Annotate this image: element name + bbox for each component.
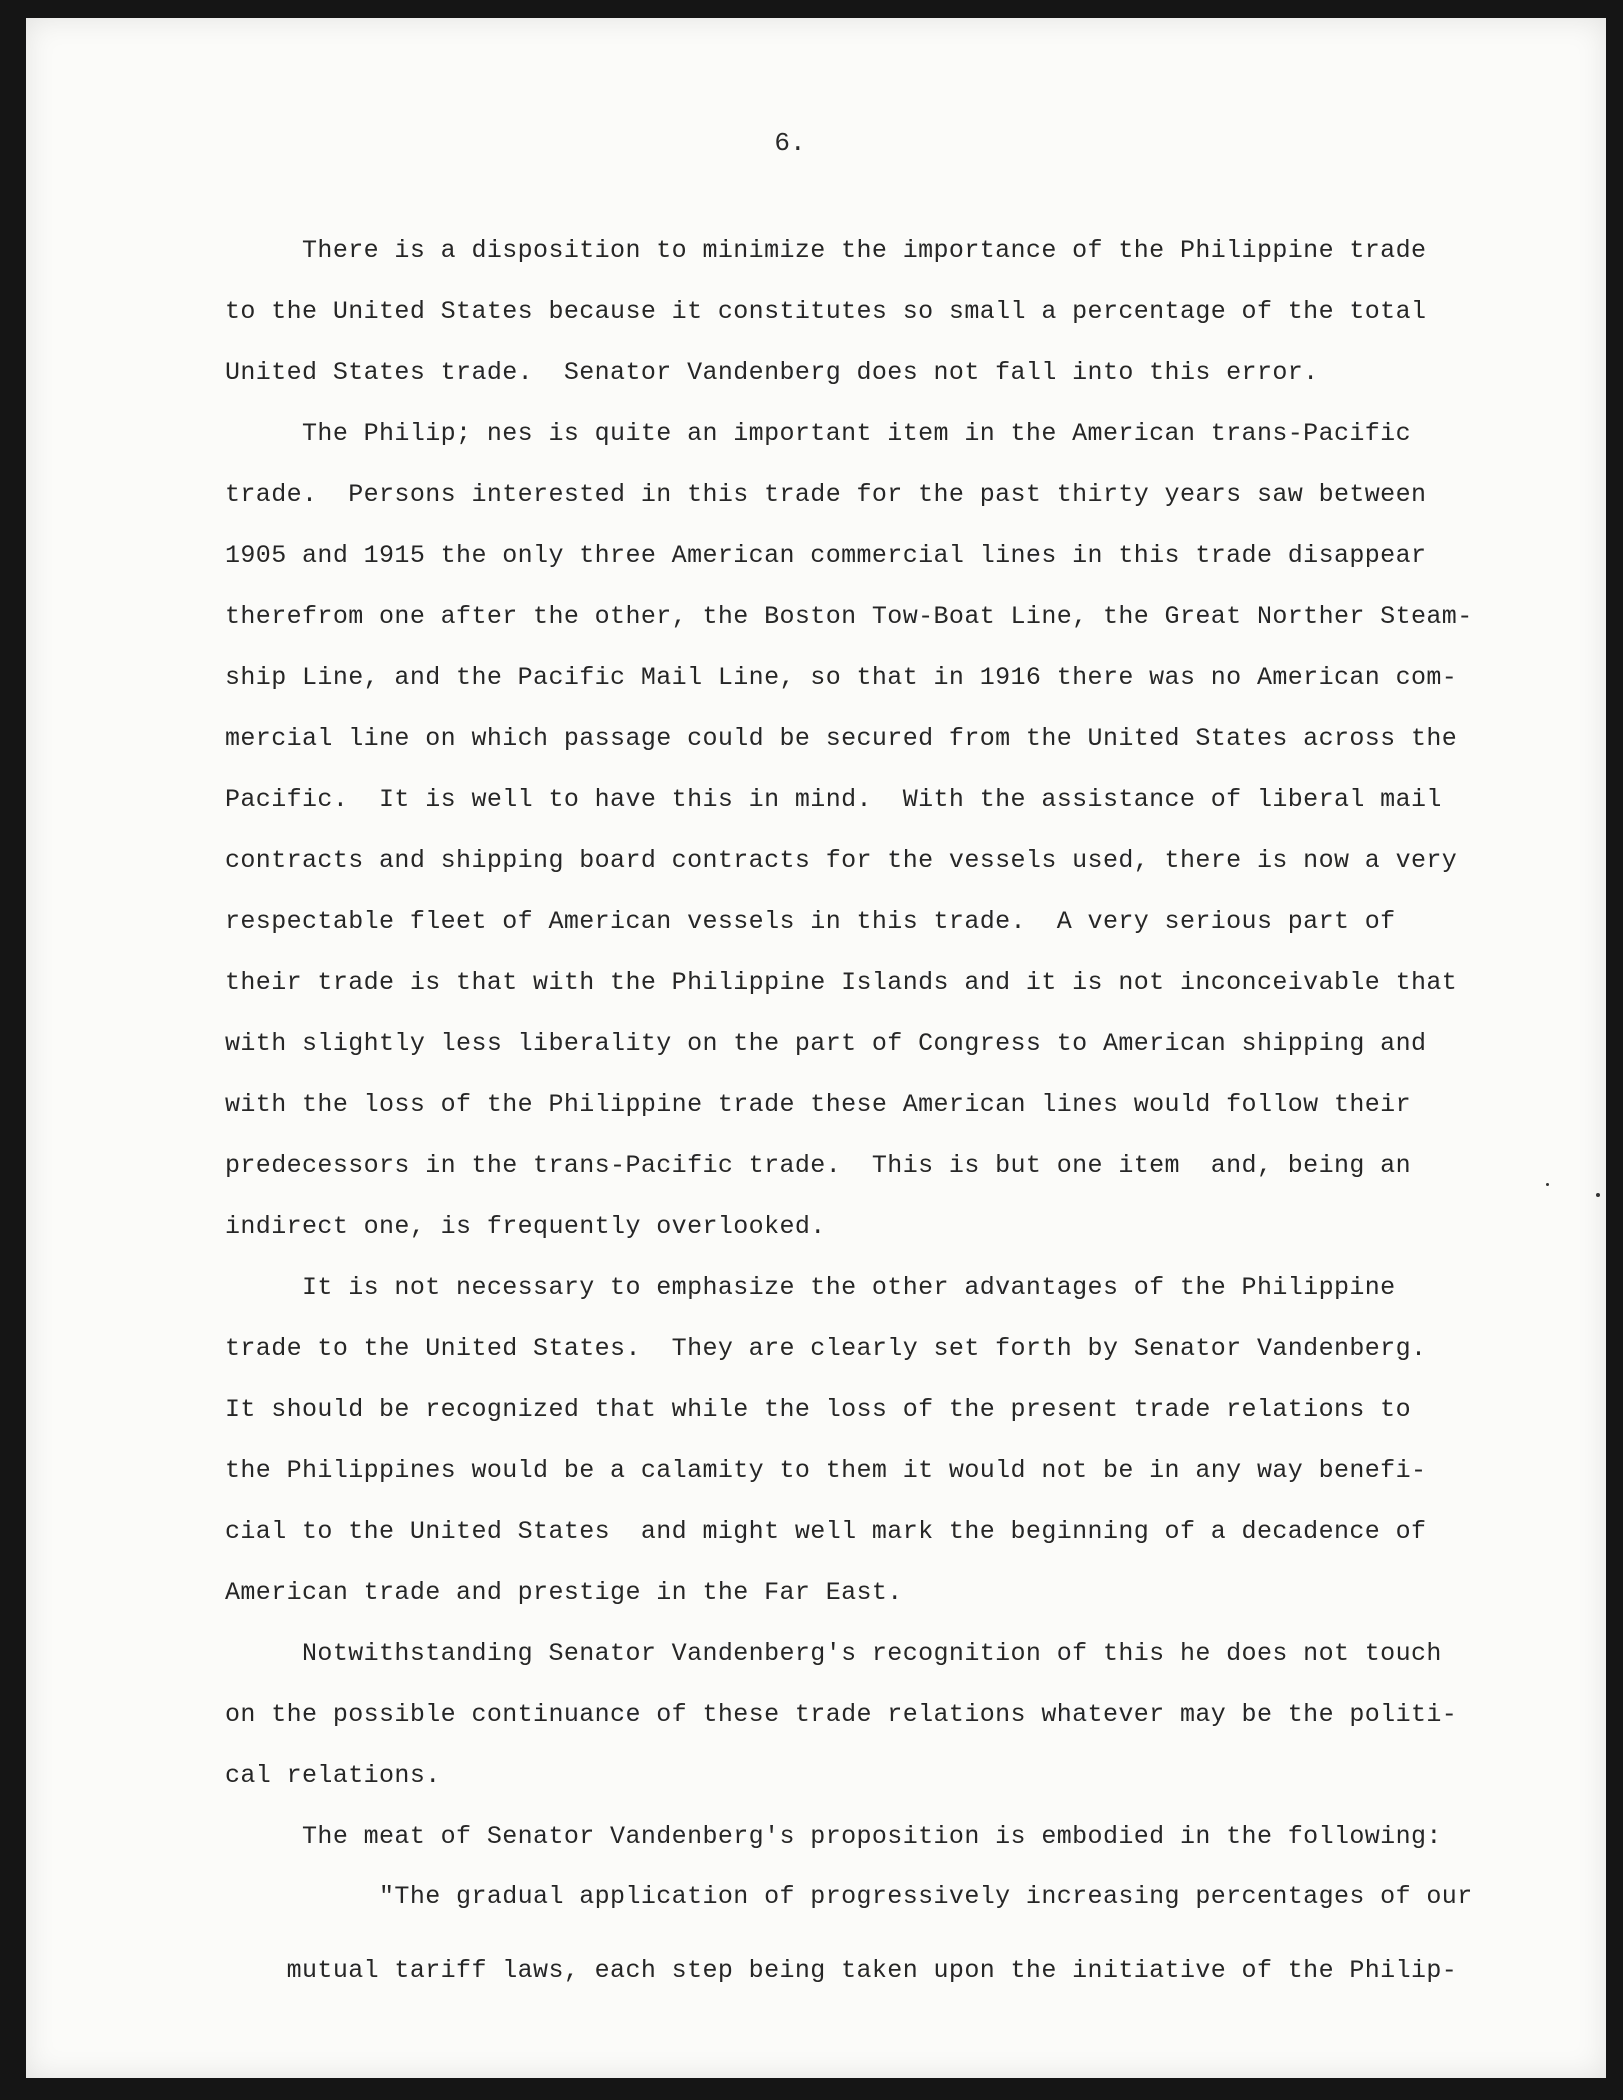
text-line: ship Line, and the Pacific Mail Line, so that in 1916 there was no American com- <box>225 663 1458 692</box>
scan-speck <box>1546 1183 1549 1186</box>
text-line: indirect one, is frequently overlooked. <box>225 1212 826 1241</box>
text-line: American trade and prestige in the Far East. <box>225 1578 903 1607</box>
text-line: There is a disposition to minimize the importance of the Philippine trade <box>225 236 1427 265</box>
text-line: the Philippines would be a calamity to them it would not be in any way benefi- <box>225 1456 1427 1485</box>
text-line: mercial line on which passage could be secured from the United States across the <box>225 724 1458 753</box>
text-line: with the loss of the Philippine trade these American lines would follow their <box>225 1090 1411 1119</box>
text-line: cial to the United States and might well mark the beginning of a decadence of <box>225 1517 1427 1546</box>
page-number: 6. <box>774 128 806 158</box>
text-line: contracts and shipping board contracts for the vessels used, there is now a very <box>225 846 1458 875</box>
text-line: Notwithstanding Senator Vandenberg's recognition of this he does not touch <box>225 1639 1442 1668</box>
text-line: The Philip; nes is quite an important item in the American trans-Pacific <box>225 419 1411 448</box>
text-line: to the United States because it constitutes so small a percentage of the total <box>225 297 1427 326</box>
scan-speck <box>1596 1193 1600 1197</box>
document-body <box>225 220 1545 1867</box>
text-line: 1905 and 1915 the only three American commercial lines in this trade disappear <box>225 541 1427 570</box>
text-line: Pacific. It is well to have this in mind. With the assistance of liberal mail <box>225 785 1442 814</box>
text-line: predecessors in the trans-Pacific trade. This is but one item and, being an <box>225 1151 1411 1180</box>
text-line: therefrom one after the other, the Boston Tow-Boat Line, the Great Norther Steam- <box>225 602 1473 631</box>
text-line: on the possible continuance of these trade relations whatever may be the politi- <box>225 1700 1458 1729</box>
text-line: The meat of Senator Vandenberg's proposition is embodied in the following: <box>225 1822 1442 1851</box>
quote-line: "The gradual application of progressively increasing percentages of our <box>225 1882 1473 1911</box>
text-line: their trade is that with the Philippine Islands and it is not inconceivable that <box>225 968 1458 997</box>
text-line: It is not necessary to emphasize the other advantages of the Philippine <box>225 1273 1396 1302</box>
text-line: respectable fleet of American vessels in this trade. A very serious part of <box>225 907 1396 936</box>
text-line: cal relations. <box>225 1761 441 1790</box>
text-line: with slightly less liberality on the part of Congress to American shipping and <box>225 1029 1427 1058</box>
text-line: It should be recognized that while the loss of the present trade relations to <box>225 1395 1411 1424</box>
quote-line: mutual tariff laws, each step being taken upon the initiative of the Philip- <box>225 1956 1458 1985</box>
text-line: United States trade. Senator Vandenberg does not fall into this error. <box>225 358 1319 387</box>
text-line: trade to the United States. They are clearly set forth by Senator Vandenberg. <box>225 1334 1427 1363</box>
quoted-passage <box>225 1860 1545 2008</box>
text-line: trade. Persons interested in this trade for the past thirty years saw between <box>225 480 1427 509</box>
